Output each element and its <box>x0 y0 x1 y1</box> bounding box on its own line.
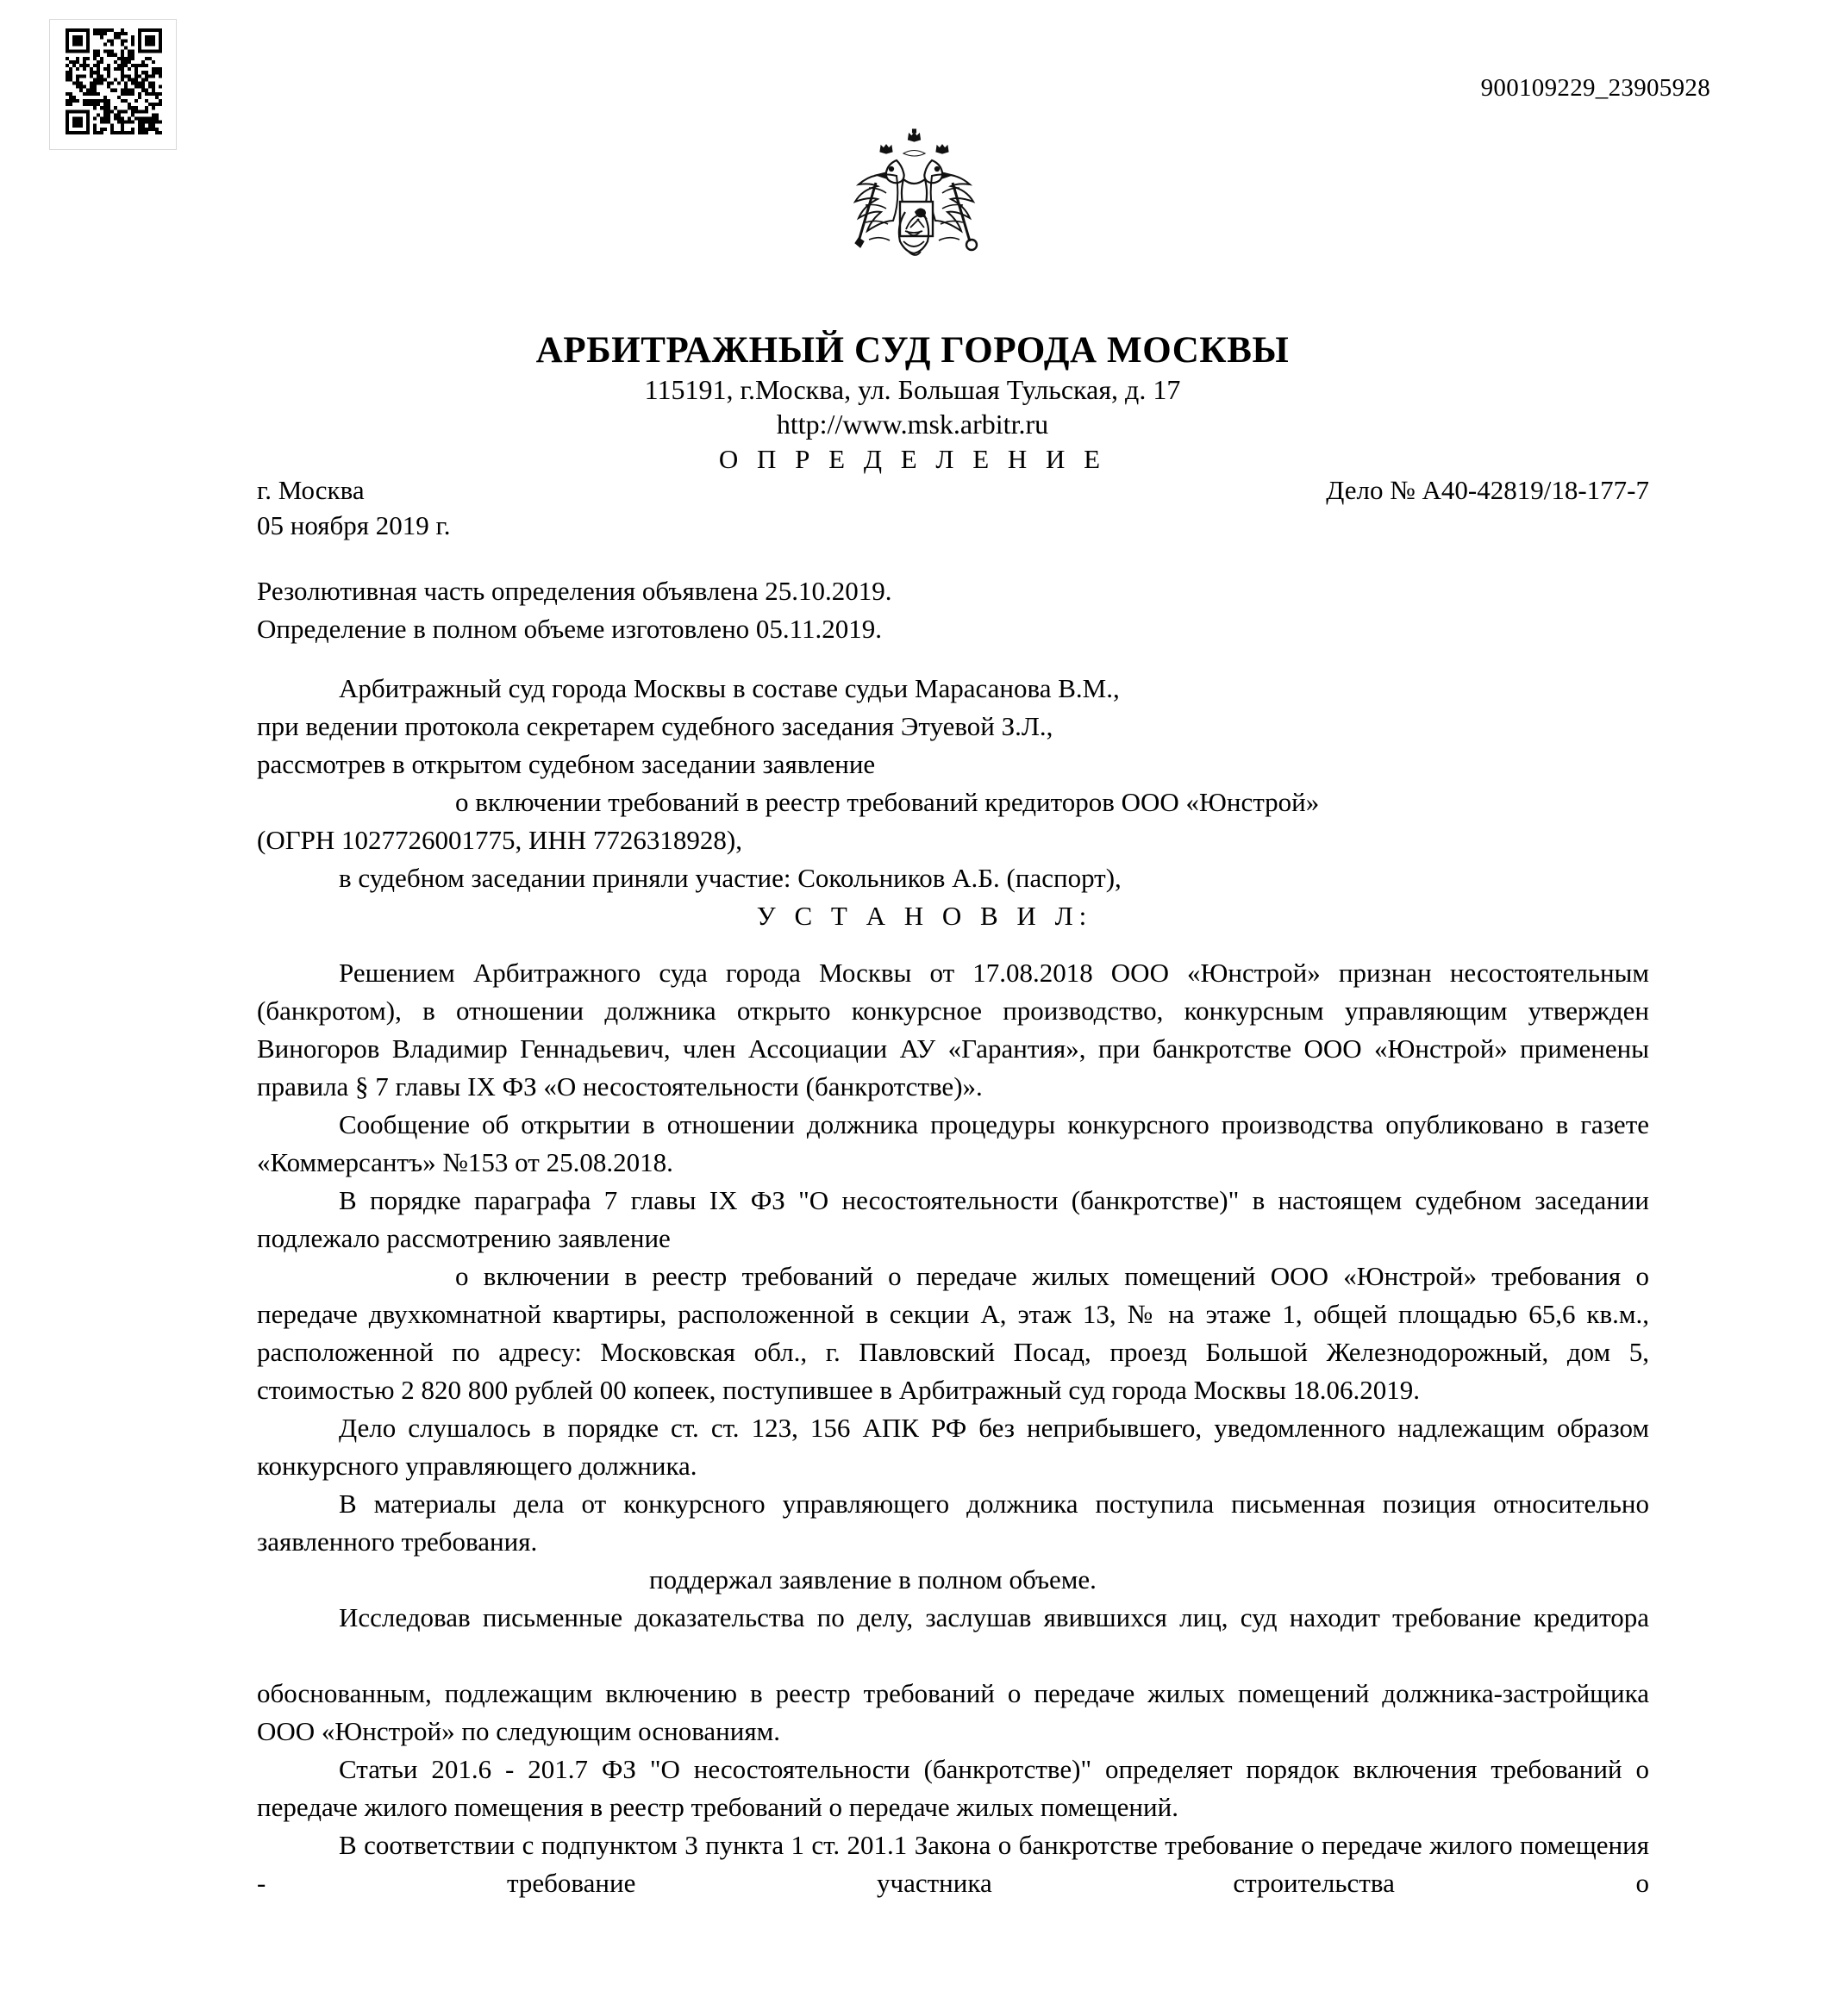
body-paragraph-8-part-b: обоснованным, подлежащим включению в реестр требований о передаче жилых помещений должника-застройщика ООО «Юнстрой» по следующим основаниям. <box>257 1678 1649 1746</box>
participants-line: в судебном заседании приняли участие: Сокольников А.Б. (паспорт), <box>339 863 1122 893</box>
court-address: 115191, г.Москва, ул. Большая Тульская, д. 17 <box>644 374 1181 405</box>
court-name: АРБИТРАЖНЫЙ СУД ГОРОДА МОСКВЫ <box>535 330 1290 371</box>
intro-block <box>257 670 1649 897</box>
document-kind-heading: О П Р Е Д Е Л Е Н И Е <box>718 444 1107 474</box>
body-paragraph-6: В материалы дела от конкурсного управляющего должника поступила письменная позиция относительно заявленного требования. <box>257 1489 1649 1557</box>
body-text-block <box>257 954 1649 1902</box>
full-text-made-line: Определение в полном объеме изготовлено 05.11.2019. <box>257 614 883 644</box>
case-number: Дело № А40-42819/18-177-7 <box>1326 475 1649 505</box>
considered-line: рассмотрев в открытом судебном заседании заявление <box>257 749 876 779</box>
body-paragraph-3: В порядке параграфа 7 главы IX ФЗ "О несостоятельности (банкротстве)" в настоящем судебном заседании подлежало рассмотрению заявление <box>257 1185 1649 1253</box>
body-paragraph-7: поддержал заявление в полном объеме. <box>649 1564 1097 1595</box>
russian-coat-of-arms-icon <box>843 128 985 300</box>
resolution-announced-line: Резолютивная часть определения объявлена 25.10.2019. <box>257 576 892 606</box>
secretary-line: при ведении протокола секретарем судебного заседания Этуевой З.Л., <box>257 711 1053 741</box>
document-id: 900109229_23905928 <box>1480 74 1710 102</box>
debtor-registration-line: (ОГРН 1027726001775, ИНН 7726318928), <box>257 825 742 855</box>
body-paragraph-8a-text: Исследовав письменные доказательства по делу, заслушав явившихся лиц, суд находит требование кредитора <box>339 1602 1649 1632</box>
document-date: 05 ноября 2019 г. <box>257 510 451 540</box>
announcement-block <box>257 572 892 648</box>
section-heading-ustanovil: У С Т А Н О В И Л: <box>756 901 1093 931</box>
body-paragraph-1: Решением Арбитражного суда города Москвы от 17.08.2018 ООО «Юнстрой» признан несостоятельным (банкротом), в отношении должника открыто конкурсное производство, конкурсным управляющим утвержден Виногоров Владимир Геннадьевич, член Ассоциации АУ «Гарантия», при банкротстве ООО «Юнстрой» применены правила § 7 главы IX ФЗ «О несостоятельности (банкротстве)». <box>257 958 1649 1102</box>
body-paragraph-2: Сообщение об открытии в отношении должника процедуры конкурсного производства опубликовано в газете «Коммерсантъ» №153 от 25.08.2018. <box>257 1109 1649 1177</box>
application-subject-line: о включении требований в реестр требований кредиторов ООО «Юнстрой» <box>455 787 1320 817</box>
court-composition-line: Арбитражный суд города Москвы в составе судьи Марасанова В.М., <box>339 673 1120 703</box>
qr-code-box <box>49 19 177 150</box>
body-paragraph-8-part-a <box>257 1599 1649 1675</box>
body-paragraph-9: Статьи 201.6 - 201.7 ФЗ "О несостоятельности (банкротстве)" определяет порядок включения требований о передаче жилого помещения в реестр требований о передаче жилых помещений. <box>257 1754 1649 1822</box>
body-paragraph-4: о включении в реестр требований о передаче жилых помещений ООО «Юнстрой» требования о передаче двухкомнатной квартиры, расположенной в секции А, этаж 13, № на этаже 1, общей площадью 65,6 кв.м., расположенной по адресу: Московская обл., г. Павловский Посад, проезд Большой Железнодорожный, дом 5, стоимостью 2 820 800 рублей 00 копеек, поступившее в Арбитражный суд города Москвы 18.06.2019. <box>257 1261 1649 1405</box>
qr-code-icon <box>66 28 162 134</box>
body-paragraph-5: Дело слушалось в порядке ст. ст. 123, 156 АПК РФ без неприбывшего, уведомленного надлежащим образом конкурсного управляющего должника. <box>257 1413 1649 1481</box>
body-paragraph-10: В соответствии с подпунктом 3 пункта 1 ст. 201.1 Закона о банкротстве требование о передаче жилого помещения - требование участника строительства о <box>257 1830 1649 1898</box>
court-website-url: http://www.msk.arbitr.ru <box>776 409 1049 440</box>
city-label: г. Москва <box>257 475 365 505</box>
